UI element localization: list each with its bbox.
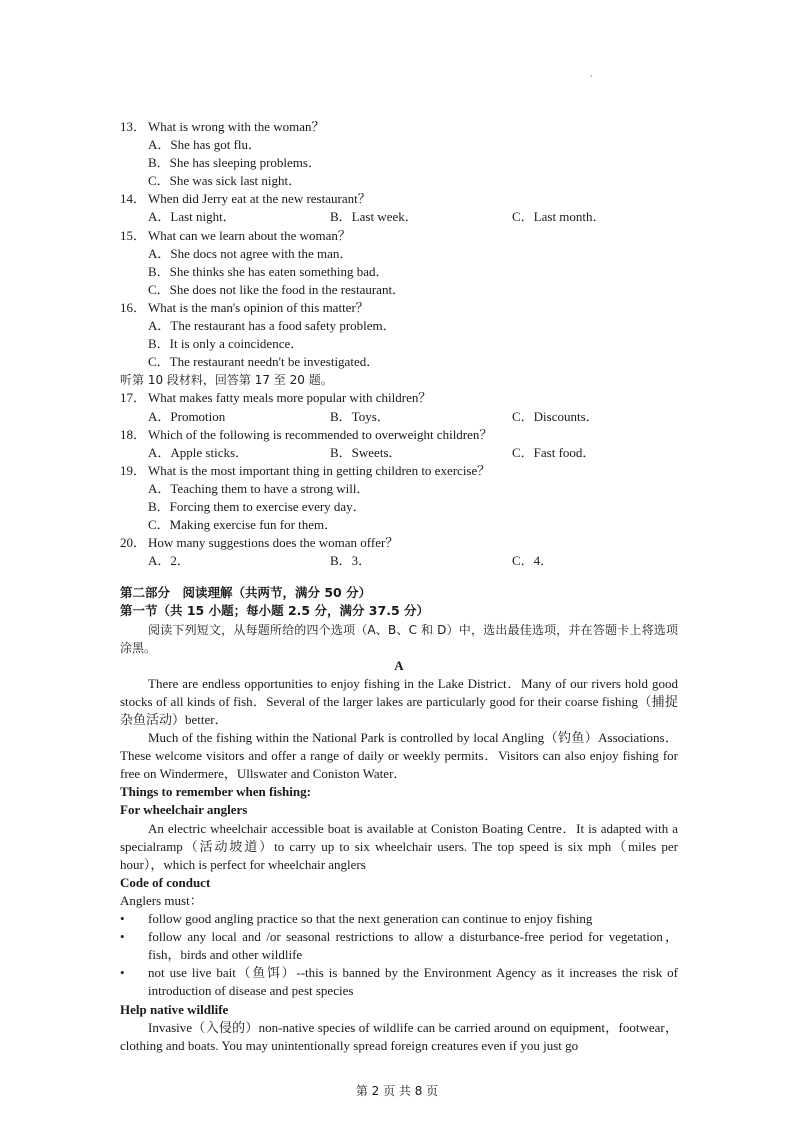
listening-section-intro: 听第 10 段材料，回答第 17 至 20 题。 [120, 373, 333, 388]
option: C．Fast food． [512, 444, 596, 460]
option: B．Forcing them to exercise every day． [148, 498, 366, 514]
paragraph-2: Much of the fishing within the National Park is controlled by local Angling（钓鱼）Associations．These welcome visitors and offer a range of daily or weekly permits．Visitors can also enjoy fishing for free on Windermere，Ullswater and Coniston Water． [120, 730, 678, 782]
bullet-item [120, 910, 678, 928]
question-text: Which of the following is recommended to overweight children？ [148, 426, 493, 442]
option: A．Promotion [148, 408, 226, 424]
option: C．Making exercise fun for them． [148, 517, 338, 533]
option: A．She has got flu． [148, 137, 262, 153]
bullet-dot-icon: • [120, 929, 125, 945]
bullet-dot-icon: • [120, 911, 125, 927]
option: B．Sweets． [330, 444, 402, 460]
option: B．She has sleeping problems． [148, 155, 321, 171]
page-footer: 第 2 页 共 8 页 [355, 1084, 439, 1098]
heading-things-to-remember: Things to remember when fishing: [120, 784, 311, 800]
paragraph-3: An electric wheelchair accessible boat is available at Coniston Boating Centre．It is adapted with a specialramp（活动坡道）to carry up to six wheelchair users. The top speed is six mph（miles per hour），which is perfect for wheelchair anglers [120, 820, 678, 872]
option: C．The restaurant needn't be investigated． [148, 354, 380, 370]
passage-label: A [394, 657, 404, 673]
question-20: 20． How many suggestions does the woman offer？ [120, 535, 399, 551]
heading-wheelchair-anglers: For wheelchair anglers [120, 802, 248, 818]
question-19: 19． What is the most important thing in getting children to exercise？ [120, 462, 491, 478]
option: C．She does not like the food in the restaurant． [148, 281, 406, 297]
option: C．Discounts． [512, 408, 599, 424]
question-text: What is wrong with the woman？ [148, 119, 325, 134]
option: C．She was sick last night． [148, 173, 302, 189]
question-text: What is the man's opinion of this matter？ [148, 299, 369, 315]
question-text: What makes fatty meals more popular with children？ [148, 390, 432, 406]
page-content [120, 118, 678, 1055]
option: B．Toys． [330, 408, 390, 424]
question-text: What is the most important thing in getting children to exercise？ [148, 462, 491, 478]
question-16: 16． What is the man's opinion of this matter？ [120, 299, 369, 315]
anglers-must: Anglers must： [120, 892, 203, 908]
option: A．Last night． [148, 209, 236, 225]
bullet-text: follow any local and /or seasonal restrictions to allow a disturbance-free period for vegetation，fish，birds and other wildlife [148, 929, 678, 963]
question-text: How many suggestions does the woman offer？ [148, 535, 399, 551]
bullet-item [120, 964, 678, 1000]
option: A．The restaurant has a food safety problem． [148, 318, 396, 334]
heading-help-native-wildlife: Help native wildlife [120, 1001, 229, 1017]
scan-mark [590, 75, 592, 77]
question-17: 17． What makes fatty meals more popular with children？ [120, 390, 432, 406]
section-title: 第一节（共 15 小题；每小题 2.5 分，满分 37.5 分） [120, 603, 429, 619]
question-18: 18． Which of the following is recommended to overweight children？ [120, 426, 493, 442]
part-title: 第二部分 阅读理解（共两节，满分 50 分） [120, 585, 372, 601]
heading-code-of-conduct: Code of conduct [120, 874, 211, 890]
bullet-text: not use live bait（鱼饵）--this is banned by the Environment Agency as it increases the risk of introduction of disease and pest species [148, 965, 678, 999]
bullet-dot-icon: • [120, 965, 125, 981]
bullet-item [120, 928, 678, 964]
option: C．Last month． [512, 209, 606, 225]
question-text: What can we learn about the woman？ [148, 227, 351, 243]
option: A．Teaching them to have a strong will． [148, 480, 370, 496]
option: C．4． [512, 553, 554, 569]
bullet-text: follow good angling practice so that the next generation can continue to enjoy fishing [148, 911, 593, 927]
question-14: 14． When did Jerry eat at the new restaurant？ [120, 191, 371, 207]
question-text: When did Jerry eat at the new restaurant？ [148, 191, 371, 207]
paragraph-4: Invasive（入侵的）non-native species of wildlife can be carried around on equipment，footwear，clothing and boats. You may unintentionally spread foreign creatures even if you just go [120, 1019, 678, 1053]
instructions: 阅读下列短文，从每题所给的四个选项（A、B、C 和 D）中，选出最佳选项，并在答题卡上将选项涂黑。 [120, 622, 678, 655]
option: A．She docs not agree with the man． [148, 245, 353, 261]
option-row [120, 408, 678, 426]
option-row [120, 208, 678, 226]
paragraph-1: There are endless opportunities to enjoy fishing in the Lake District．Many of our rivers hold good stocks of all kinds of fish．Several of the larger lakes are particularly good for their coarse fishing（捕捉杂鱼活动）better． [120, 675, 678, 727]
option: B．She thinks she has eaten something bad． [148, 263, 389, 279]
option: A．2． [148, 553, 190, 569]
spacer [120, 570, 678, 584]
question-13: 13． What is wrong with the woman？ [120, 119, 325, 134]
option-row [120, 552, 678, 570]
option: B．Last week． [330, 209, 418, 225]
option: A．Apple sticks． [148, 444, 249, 460]
question-15: 15． What can we learn about the woman？ [120, 227, 351, 243]
option: B．It is only a coincidence． [148, 336, 304, 352]
option: B．3． [330, 553, 372, 569]
option-row [120, 444, 678, 462]
